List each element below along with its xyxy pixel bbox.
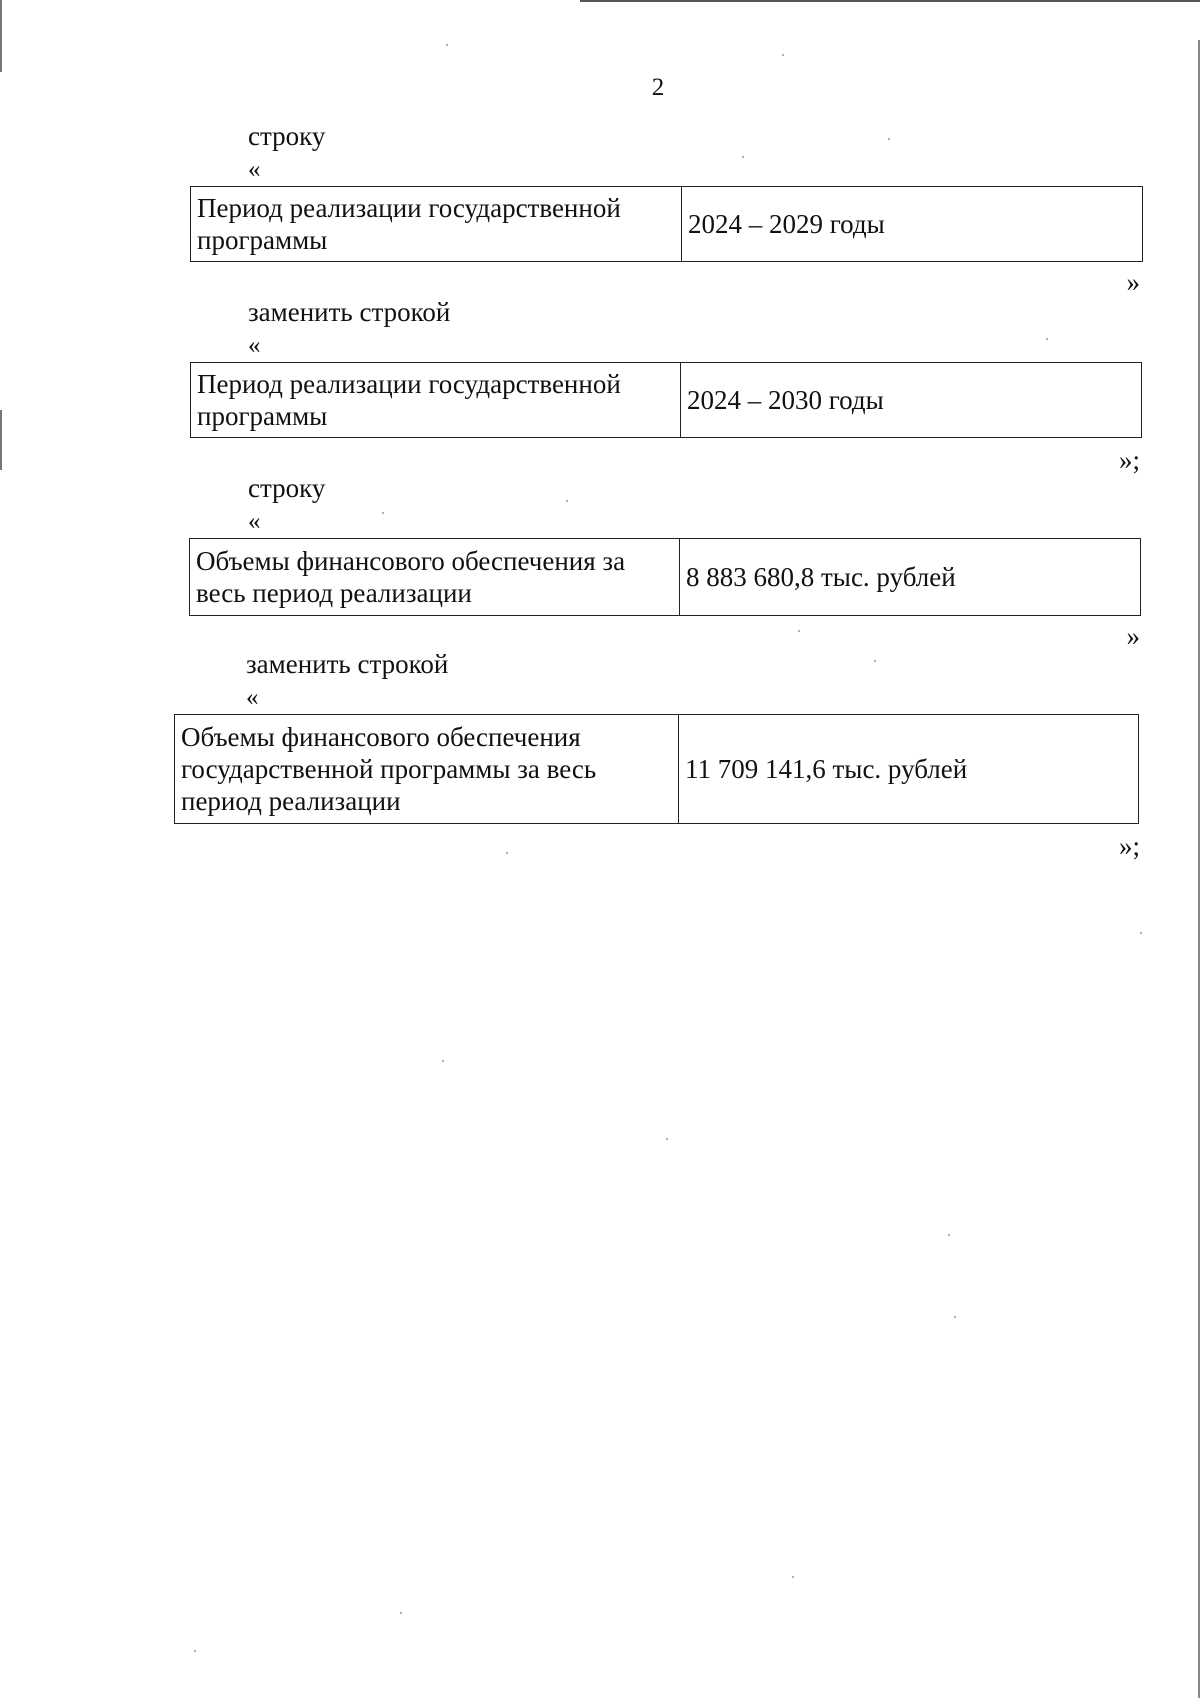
close-quote: » [1126,267,1140,297]
scan-speck [400,1612,402,1614]
scan-speck [874,660,876,662]
scan-edge-left [0,0,2,72]
intro-text: заменить строкой [246,649,449,679]
replaced-row-table [190,186,1143,262]
close-quote: »; [1118,831,1140,861]
scan-edge-top [580,0,1200,2]
open-quote: « [248,508,261,535]
scan-speck [1046,338,1048,340]
intro-text: строку [248,473,326,503]
scan-speck [798,630,800,632]
row-label-cell: Период реализации государственной программы [191,363,681,437]
scan-speck [566,500,568,502]
scan-speck [742,156,744,158]
row-value-cell: 11 709 141,6 тыс. рублей [685,754,968,784]
scan-speck [782,54,784,56]
scan-speck [666,1138,668,1140]
scan-speck [954,1316,956,1318]
row-value-cell: 2024 – 2029 годы [688,209,885,239]
close-quote: » [1126,621,1140,651]
scan-edge-left [0,410,2,470]
row-value-cell: 8 883 680,8 тыс. рублей [686,562,956,592]
open-quote: « [248,156,261,183]
scan-speck [1140,932,1142,934]
scan-speck [194,1650,196,1652]
row-label-cell: Период реализации государственной программы [191,187,682,261]
close-quote: »; [1118,445,1140,475]
replacement-row-table [174,714,1139,824]
open-quote: « [246,684,259,711]
scan-speck [506,852,508,854]
intro-text: заменить строкой [248,297,451,327]
scan-speck [382,512,384,514]
open-quote: « [248,332,261,359]
row-label-cell: Объемы финансового обеспечения государственной программы за весь период реализации [175,715,679,823]
page-number: 2 [651,74,665,101]
intro-text: строку [248,121,326,151]
replaced-row-table [189,538,1141,616]
scan-speck [792,1576,794,1578]
scan-speck [888,138,890,140]
scan-speck [442,1060,444,1062]
scan-speck [446,44,448,46]
replacement-row-table [190,362,1142,438]
row-value-cell: 2024 – 2030 годы [687,385,884,415]
row-label-cell: Объемы финансового обеспечения за весь период реализации [190,539,680,615]
scan-speck [948,1234,950,1236]
